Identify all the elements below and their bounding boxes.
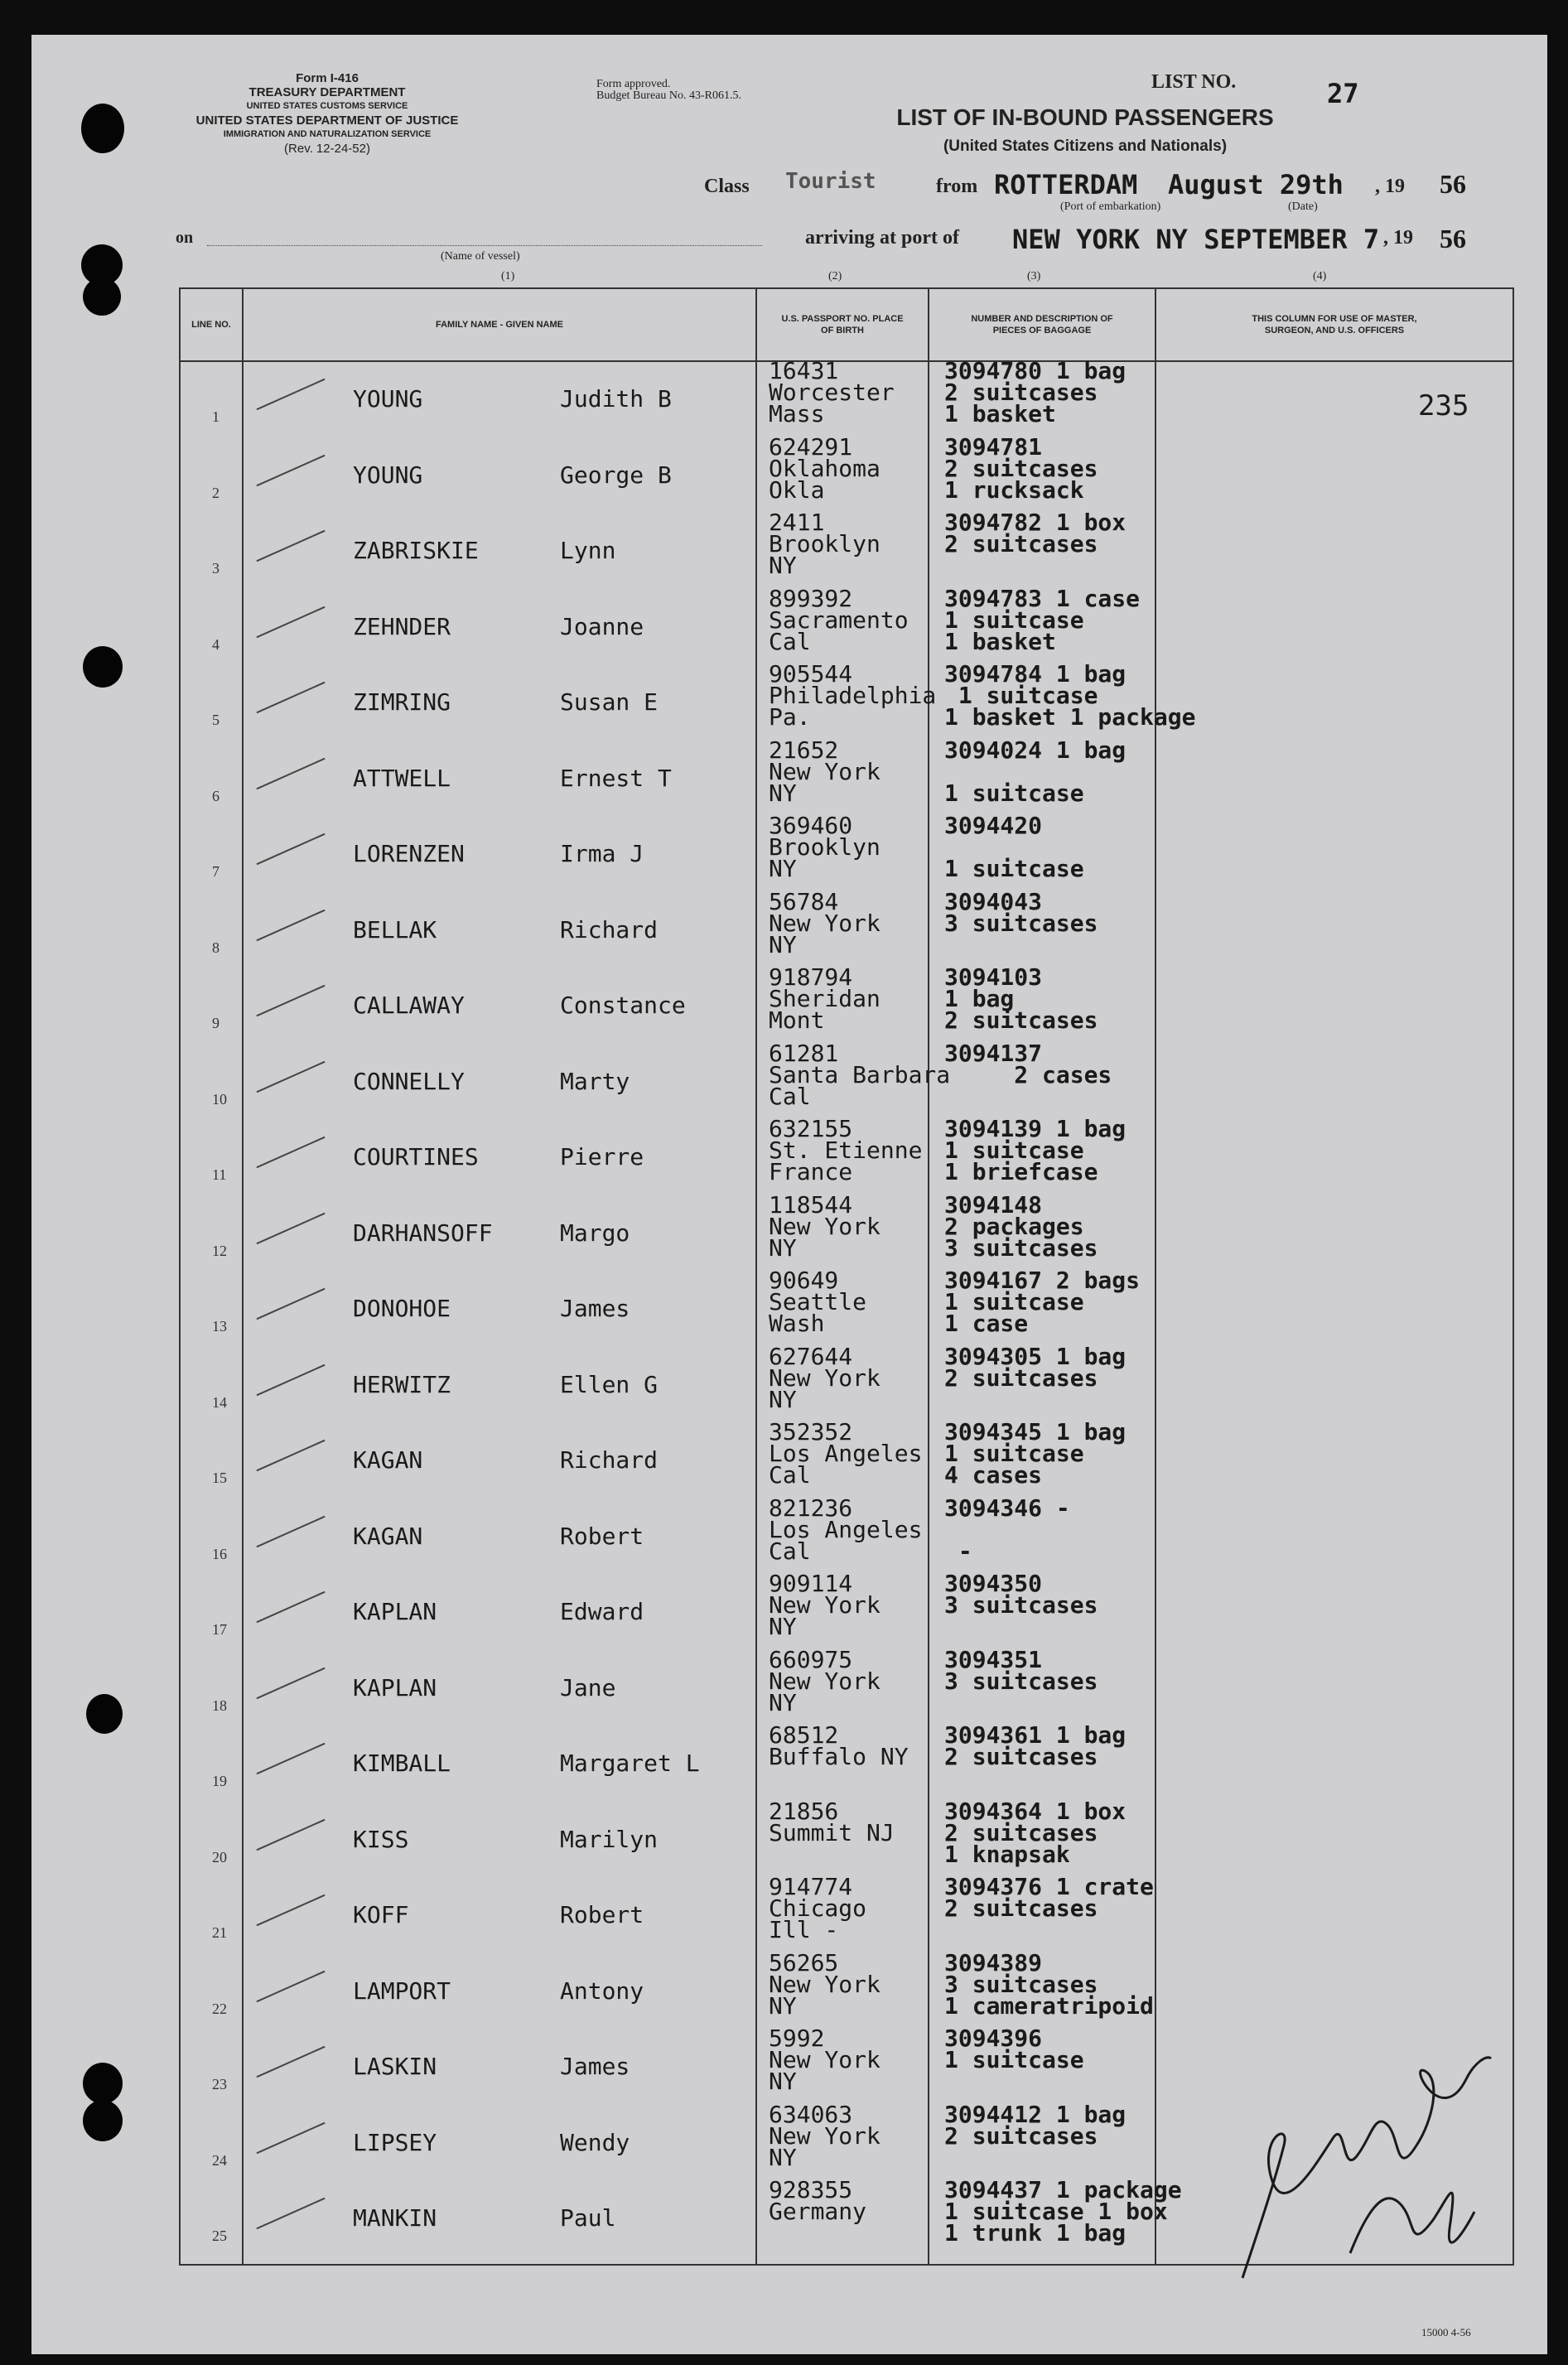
baggage-description: 3094305 1 bag 2 suitcases — [944, 1342, 1127, 1392]
form-number: Form I-416 — [296, 71, 359, 85]
check-mark — [256, 1212, 325, 1243]
table-row — [179, 1494, 1513, 1574]
baggage-description: 3094351 3 suitcases — [944, 1645, 1098, 1695]
family-name: ZEHNDER — [353, 612, 451, 640]
table-row — [179, 1873, 1513, 1952]
table-row — [179, 1342, 1513, 1422]
binder-hole — [83, 646, 123, 688]
given-name: Marty — [560, 1067, 630, 1095]
family-name: YOUNG — [353, 461, 423, 489]
check-mark — [256, 2198, 325, 2229]
family-name: KAPLAN — [353, 1598, 437, 1625]
table-row — [179, 357, 1513, 437]
baggage-description: 3094781 2 suitcases 1 rucksack — [944, 432, 1098, 504]
table-row — [179, 432, 1513, 513]
baggage-description: 3094389 3 suitcases 1 cameratripoid — [944, 1948, 1154, 2020]
page-count: 235 — [1418, 389, 1469, 422]
given-name: Lynn — [560, 537, 616, 564]
passport-and-birthplace: 369460 Brooklyn NY — [769, 812, 880, 882]
passport-and-birthplace: 21652 New York NY — [769, 736, 880, 807]
baggage-description: 3094103 1 bag 2 suitcases — [944, 963, 1098, 1034]
given-name: Judith B — [560, 385, 672, 413]
baggage-description: 3094780 1 bag 2 suitcases 1 basket — [944, 357, 1127, 427]
check-mark — [256, 1818, 325, 1850]
passport-and-birthplace: 899392 Sacramento Cal — [769, 584, 909, 655]
list-label: LIST NO. — [1151, 71, 1237, 93]
family-name: KISS — [353, 1825, 409, 1853]
passport-and-birthplace: 660975 New York NY — [769, 1645, 880, 1716]
table-row — [179, 1645, 1513, 1725]
ins-service: IMMIGRATION AND NATURALIZATION SERVICE — [223, 129, 432, 139]
line-number: 11 — [212, 1166, 227, 1183]
customs-service: UNITED STATES CUSTOMS SERVICE — [246, 101, 408, 111]
given-name: Pierre — [560, 1143, 644, 1170]
check-mark — [256, 682, 325, 713]
given-name: Antony — [560, 1976, 644, 2005]
check-mark — [256, 2046, 325, 2078]
given-name: Robert — [560, 1522, 644, 1550]
line-number: 7 — [212, 863, 220, 880]
family-name: LASKIN — [353, 2053, 437, 2080]
check-mark — [256, 1137, 325, 1168]
family-name: LORENZEN — [353, 840, 465, 867]
family-name: HERWITZ — [353, 1370, 451, 1398]
table-row — [179, 1418, 1513, 1498]
binder-hole — [83, 2100, 123, 2141]
family-name: MANKIN — [353, 2204, 437, 2232]
check-mark — [256, 1667, 325, 1698]
check-mark — [256, 606, 325, 637]
check-mark — [256, 1515, 325, 1547]
check-mark — [256, 1743, 325, 1774]
passport-and-birthplace: 918794 Sheridan Mont — [769, 963, 880, 1034]
family-name: ZIMRING — [353, 688, 451, 716]
family-name: LIPSEY — [353, 2128, 437, 2156]
binder-hole — [83, 278, 121, 316]
line-number: 20 — [212, 1848, 227, 1865]
passport-and-birthplace: 2411 Brooklyn NY — [769, 509, 880, 579]
column-number-1: (1) — [501, 270, 515, 282]
line-number: 21 — [212, 1924, 227, 1941]
check-mark — [256, 1060, 325, 1092]
baggage-description: 3094437 1 package 1 suitcase 1 box 1 trunk 1 bag — [944, 2176, 1182, 2247]
column-header-row — [179, 287, 1514, 362]
line-number: 19 — [212, 1773, 227, 1789]
line-number: 10 — [212, 1090, 227, 1108]
passport-and-birthplace: 632155 St. Etienne France — [769, 1115, 923, 1185]
table-row — [179, 1039, 1513, 1119]
line-number: 12 — [212, 1242, 227, 1259]
column-number-4: (4) — [1313, 270, 1327, 282]
baggage-description: 3094396 1 suitcase — [944, 2025, 1084, 2073]
from-label: from — [936, 176, 978, 197]
given-name: Ernest T — [560, 764, 672, 792]
line-number: 6 — [212, 787, 220, 804]
line-number: 2 — [212, 484, 220, 501]
baggage-description: 3094784 1 bag 1 suitcase 1 basket 1 package — [944, 660, 1196, 731]
justice-dept: UNITED STATES DEPARTMENT OF JUSTICE — [195, 113, 459, 128]
port-of-embarkation: ROTTERDAM — [994, 169, 1138, 200]
table-row — [179, 584, 1513, 664]
family-name: DARHANSOFF — [353, 1219, 493, 1247]
given-name: Paul — [560, 2204, 616, 2232]
passport-and-birthplace: 624291 Oklahoma Okla — [769, 432, 880, 504]
revision: (Rev. 12-24-52) — [284, 142, 370, 156]
line-number: 15 — [212, 1470, 227, 1486]
binder-hole — [81, 104, 124, 153]
passport-and-birthplace: 928355 Germany — [769, 2176, 867, 2225]
family-name: ATTWELL — [353, 764, 451, 792]
baggage-description: 3094376 1 crate 2 suitcases — [944, 1873, 1154, 1922]
table-row — [179, 1190, 1513, 1271]
check-mark — [256, 985, 325, 1016]
vessel-caption: (Name of vessel) — [441, 250, 520, 263]
baggage-description: 3094783 1 case 1 suitcase 1 basket — [944, 584, 1141, 655]
passport-and-birthplace: 118544 New York NY — [769, 1190, 880, 1262]
passport-and-birthplace: 90649 Seattle Wash — [769, 1267, 867, 1337]
embarkation-date: August 29th — [1168, 169, 1344, 200]
table-row — [179, 509, 1513, 588]
baggage-description: 3094361 1 bag 2 suitcases — [944, 1721, 1127, 1770]
baggage-description: 3094167 2 bags 1 suitcase 1 case — [944, 1267, 1141, 1337]
header-officers: THIS COLUMN FOR USE OF MASTER, SURGEON, AND U.S. OFFICERS — [1252, 314, 1417, 335]
given-name: Jane — [560, 1673, 616, 1701]
given-name: Constance — [560, 992, 686, 1019]
family-name: KAPLAN — [353, 1673, 437, 1701]
binder-hole — [86, 1694, 123, 1734]
baggage-description: 3094346 - - — [944, 1494, 1070, 1565]
family-name: COURTINES — [353, 1143, 479, 1170]
line-number: 1 — [212, 408, 220, 425]
check-mark — [256, 2121, 325, 2153]
passport-and-birthplace: 905544 Philadelphia Pa. — [769, 660, 937, 731]
list-number: 27 — [1327, 78, 1359, 109]
column-number-3: (3) — [1027, 270, 1041, 282]
passport-and-birthplace: 634063 New York NY — [769, 2100, 880, 2171]
year-2: 56 — [1440, 224, 1466, 253]
check-mark — [256, 454, 325, 485]
line-number: 24 — [212, 2151, 227, 2169]
family-name: LAMPORT — [353, 1976, 451, 2005]
family-name: KIMBALL — [353, 1750, 451, 1777]
budget-bureau: Budget Bureau No. 43-R061.5. — [596, 89, 741, 102]
line-number: 4 — [212, 635, 220, 653]
check-mark — [256, 1591, 325, 1623]
vessel-line — [207, 245, 762, 246]
passport-and-birthplace: 909114 New York NY — [769, 1570, 880, 1640]
baggage-description: 3094148 2 packages 3 suitcases — [944, 1190, 1098, 1262]
class-value: Tourist — [785, 169, 876, 194]
line-number: 8 — [212, 939, 220, 956]
family-name: CALLAWAY — [353, 992, 465, 1019]
table-row — [179, 1115, 1513, 1195]
line-number: 23 — [212, 2076, 227, 2092]
check-mark — [256, 1894, 325, 1926]
date-caption: (Date) — [1288, 200, 1318, 213]
table-row — [179, 812, 1513, 891]
given-name: Richard — [560, 1446, 659, 1474]
table-row — [179, 1797, 1513, 1877]
passport-and-birthplace: 821236 Los Angeles Cal — [769, 1494, 923, 1565]
table-row — [179, 1267, 1513, 1346]
page-subtitle: (United States Citizens and Nationals) — [943, 138, 1228, 155]
line-number: 9 — [212, 1015, 220, 1031]
header-line-no: LINE NO. — [191, 320, 231, 330]
family-name: KOFF — [353, 1901, 409, 1928]
header-baggage: NUMBER AND DESCRIPTION OF PIECES OF BAGGAGE — [971, 314, 1113, 335]
column-number-2: (2) — [828, 270, 842, 282]
line-number: 22 — [212, 2000, 227, 2017]
form-footer: 15000 4-56 — [1421, 2326, 1471, 2338]
given-name: James — [560, 1295, 630, 1322]
given-name: Edward — [560, 1598, 644, 1625]
year-1: 56 — [1440, 169, 1466, 199]
family-name: CONNELLY — [353, 1067, 465, 1095]
table-row — [179, 887, 1513, 968]
baggage-description: 3094364 1 box 2 suitcases 1 knapsak — [944, 1797, 1127, 1868]
passport-and-birthplace: 914774 Chicago Ill - — [769, 1873, 867, 1943]
check-mark — [256, 1363, 325, 1395]
baggage-description: 3094412 1 bag 2 suitcases — [944, 2100, 1127, 2150]
check-mark — [256, 1440, 325, 1471]
inspector-signature — [1226, 1980, 1499, 2295]
passport-and-birthplace: 56784 New York NY — [769, 887, 880, 958]
given-name: Robert — [560, 1901, 644, 1928]
class-label: Class — [704, 176, 750, 197]
column-rule — [1513, 287, 1514, 2266]
check-mark — [256, 379, 325, 410]
table-row — [179, 660, 1513, 740]
port-caption: (Port of embarkation) — [1060, 200, 1161, 213]
family-name: BELLAK — [353, 915, 437, 944]
given-name: George B — [560, 461, 672, 489]
baggage-description: 3094420 1 suitcase — [944, 812, 1084, 882]
given-name: Richard — [560, 915, 659, 944]
passport-and-birthplace: 56265 New York NY — [769, 1948, 880, 2020]
check-mark — [256, 757, 325, 789]
baggage-description: 3094350 3 suitcases — [944, 1570, 1098, 1619]
line-number: 17 — [212, 1621, 227, 1638]
line-number: 5 — [212, 712, 220, 728]
year-prefix-1: , 19 — [1375, 176, 1405, 197]
check-mark — [256, 833, 325, 865]
header-passport: U.S. PASSPORT NO. PLACE OF BIRTH — [781, 314, 904, 335]
line-number: 25 — [212, 2227, 227, 2244]
passport-and-birthplace: 16431 Worcester Mass — [769, 357, 895, 427]
treasury-dept: TREASURY DEPARTMENT — [248, 85, 406, 99]
baggage-description: 3094345 1 bag 1 suitcase 4 cases — [944, 1418, 1127, 1489]
line-number: 13 — [212, 1318, 227, 1335]
line-number: 14 — [212, 1393, 227, 1411]
line-number: 18 — [212, 1697, 227, 1714]
given-name: Margaret L — [560, 1750, 700, 1777]
passport-and-birthplace: 5992 New York NY — [769, 2025, 880, 2095]
family-name: DONOHOE — [353, 1295, 451, 1322]
baggage-description: 3094782 1 box 2 suitcases — [944, 509, 1127, 557]
header-name: FAMILY NAME - GIVEN NAME — [435, 320, 564, 330]
check-mark — [256, 530, 325, 562]
check-mark — [256, 1288, 325, 1320]
arrival-port: NEW YORK NY SEPTEMBER 7 — [1012, 224, 1380, 255]
table-row — [179, 736, 1513, 816]
passport-and-birthplace: 21856 Summit NJ — [769, 1797, 895, 1846]
line-number: 16 — [212, 1545, 227, 1562]
passport-and-birthplace: 627644 New York NY — [769, 1342, 880, 1413]
page-title: LIST OF IN-BOUND PASSENGERS — [896, 104, 1274, 130]
given-name: Irma J — [560, 840, 644, 867]
on-label: on — [176, 229, 194, 247]
check-mark — [256, 1970, 325, 2001]
given-name: Margo — [560, 1219, 630, 1247]
family-name: YOUNG — [353, 385, 423, 413]
family-name: KAGAN — [353, 1522, 423, 1550]
binder-hole — [83, 2063, 123, 2104]
given-name: Ellen G — [560, 1370, 659, 1398]
table-row — [179, 963, 1513, 1043]
passport-and-birthplace: 68512 Buffalo NY — [769, 1721, 909, 1770]
table-row — [179, 1721, 1513, 1801]
given-name: Joanne — [560, 612, 644, 640]
check-mark — [256, 909, 325, 940]
form-header-left — [133, 71, 522, 156]
arriving-label: arriving at port of — [805, 227, 959, 249]
baggage-description: 3094137 2 cases — [944, 1039, 1112, 1088]
baggage-description: 3094024 1 bag 1 suitcase — [944, 736, 1127, 807]
baggage-description: 3094043 3 suitcases — [944, 887, 1098, 937]
given-name: James — [560, 2053, 630, 2080]
passport-and-birthplace: 352352 Los Angeles Cal — [769, 1418, 923, 1489]
family-name: ZABRISKIE — [353, 537, 479, 564]
given-name: Wendy — [560, 2128, 630, 2156]
year-prefix-2: , 19 — [1383, 227, 1413, 249]
table-row — [179, 1570, 1513, 1649]
given-name: Susan E — [560, 688, 659, 716]
line-number: 3 — [212, 560, 220, 577]
given-name: Marilyn — [560, 1825, 659, 1853]
passport-and-birthplace: 61281 Santa Barbara Cal — [769, 1039, 951, 1110]
form-approved: Form approved. — [596, 78, 671, 90]
baggage-description: 3094139 1 bag 1 suitcase 1 briefcase — [944, 1115, 1127, 1185]
family-name: KAGAN — [353, 1446, 423, 1474]
